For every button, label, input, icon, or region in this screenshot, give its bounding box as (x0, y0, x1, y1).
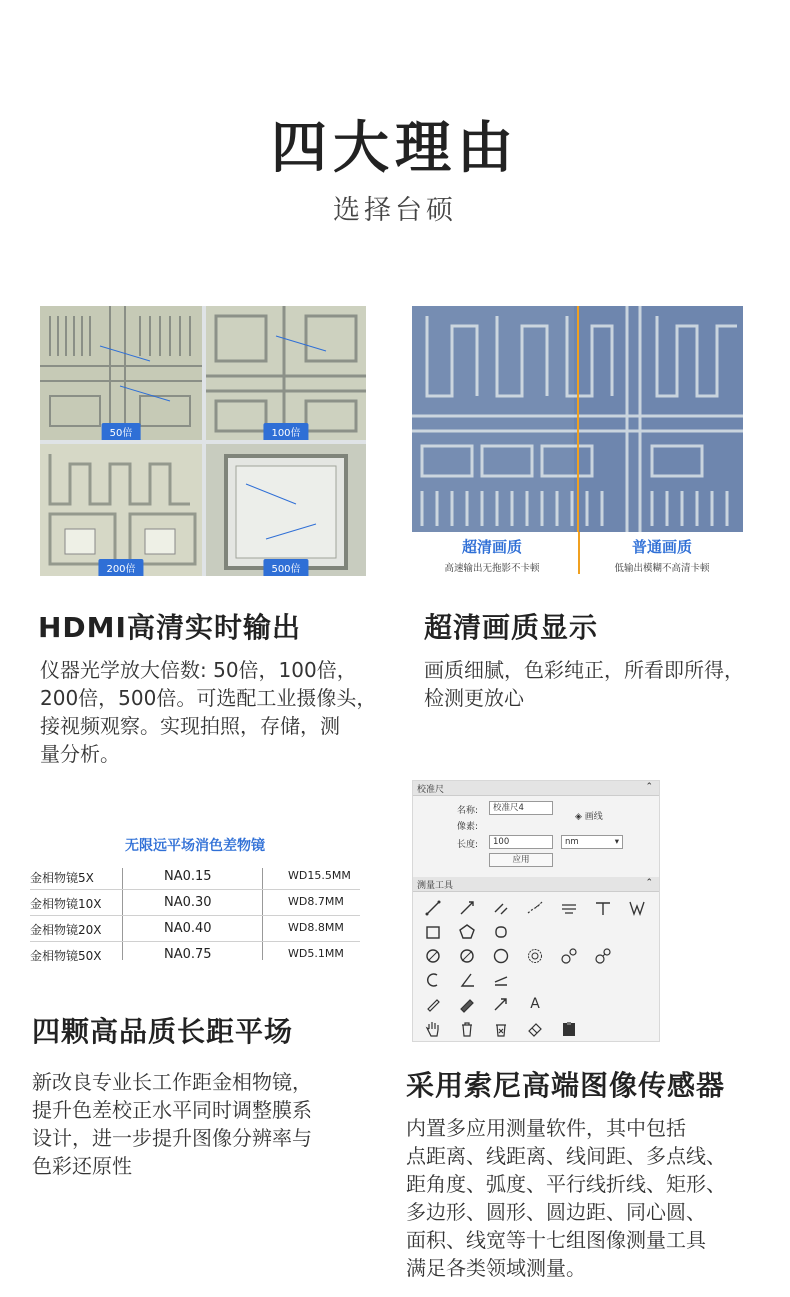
line-distance-tool-icon[interactable] (457, 898, 477, 918)
lens-line: 提升色差校正水平同时调整膜系 (32, 1098, 312, 1122)
lens-name: 金相物镜50X (30, 949, 102, 963)
mag-tag-100: 100倍 (263, 423, 308, 440)
lens-table-heading: 无限远平场消色差物镜 (125, 838, 265, 854)
text-tool-icon[interactable]: A (530, 996, 540, 1012)
perpendicular-tool-icon[interactable] (593, 898, 613, 918)
angle-tool-icon[interactable] (457, 970, 477, 990)
lens-name: 金相物镜10X (30, 897, 102, 911)
lens-na: NA0.30 (164, 895, 212, 910)
polyline-tool-icon[interactable] (627, 898, 647, 918)
lens-section-title: 四颗高品质长距平场 (32, 1015, 294, 1048)
lens-wd: WD8.8MM (288, 921, 344, 934)
table-row (30, 890, 360, 916)
calibration-header[interactable] (413, 781, 659, 796)
circle-distance-tool-icon[interactable] (559, 946, 579, 966)
mag-tag-200: 200倍 (98, 559, 143, 576)
lens-line: 设计，进一步提升图像分辨率与 (32, 1126, 312, 1150)
sensor-line: 点距离、线距离、线间距、多点线、 (406, 1144, 726, 1168)
mag-cell-200 (40, 444, 202, 576)
table-row (30, 864, 360, 890)
circle-tool-icon[interactable] (423, 946, 443, 966)
hdmi-section-title: HDMI高清实时输出 (38, 611, 301, 644)
trash-icon[interactable] (457, 1019, 477, 1039)
apply-button[interactable]: 应用 (489, 853, 553, 867)
sensor-section-title: 采用索尼高端图像传感器 (406, 1069, 726, 1102)
eraser-icon[interactable] (525, 1019, 545, 1039)
mag-cell-50 (40, 306, 202, 440)
chevron-up-icon[interactable]: ⌃ (645, 878, 653, 888)
draw-line-button[interactable] (575, 809, 603, 822)
sensor-line: 满足各类领域测量。 (406, 1256, 586, 1280)
lens-wd: WD8.7MM (288, 895, 344, 908)
lens-section-body (32, 1068, 382, 1180)
comparison-chip-pattern (412, 306, 743, 532)
point-distance-tool-icon[interactable] (423, 898, 443, 918)
table-row (30, 942, 360, 968)
draw-line-label: 画线 (584, 812, 603, 822)
polygon-tool-icon[interactable] (457, 922, 477, 942)
concentric-circle-tool-icon[interactable] (525, 946, 545, 966)
page-subtitle: 选择台硕 (333, 195, 457, 226)
lens-na: NA0.75 (164, 947, 212, 962)
ruler-icon: ◈ (575, 812, 582, 822)
table-row (30, 916, 360, 942)
name-field[interactable]: 校准尺4 (489, 801, 553, 815)
calibration-title: 校准尺 (417, 785, 445, 795)
pen-tool-icon[interactable] (423, 994, 443, 1014)
mag-tag-500: 500倍 (263, 559, 308, 576)
clear-all-icon[interactable] (491, 1019, 511, 1039)
lens-na: NA0.15 (164, 869, 212, 884)
arc-tool-icon[interactable] (423, 970, 443, 990)
sensor-line: 面积、线宽等十七组图像测量工具 (406, 1228, 706, 1252)
chip-pattern-200 (40, 444, 202, 576)
pixel-label: 像素: (457, 822, 479, 832)
multipoint-line-tool-icon[interactable] (525, 898, 545, 918)
quality-line: 画质细腻，色彩纯正，所看即所得， (424, 658, 744, 682)
dropdown-arrow-icon: ▾ (614, 837, 619, 847)
hdmi-line: 200倍，500倍。可选配工业摄像头， (40, 686, 377, 710)
length-label: 长度: (457, 840, 479, 850)
lens-name: 金相物镜20X (30, 923, 102, 937)
hdmi-line: 量分析。 (40, 742, 120, 766)
marker-tool-icon[interactable] (457, 994, 477, 1014)
hdmi-section-body (40, 656, 400, 768)
sensor-line: 内置多应用测量软件，其中包括 (406, 1116, 686, 1140)
sensor-section-body (406, 1114, 786, 1282)
unit-value: nm (565, 837, 579, 847)
mag-cell-100 (206, 306, 366, 440)
normal-quality-label: 普通画质 (631, 538, 692, 556)
lens-wd: WD15.5MM (288, 869, 351, 882)
comparison-divider (578, 532, 580, 574)
comparison-chip-image (412, 306, 743, 532)
hdmi-line: 接视频观察。实现拍照，存储，测 (40, 714, 340, 738)
circle-diameter-tool-icon[interactable] (457, 946, 477, 966)
lens-name: 金相物镜5X (30, 871, 94, 885)
rectangle-tool-icon[interactable] (423, 922, 443, 942)
name-label: 名称: (457, 806, 479, 816)
page-title: 四大理由 (271, 116, 519, 181)
quality-section-body (424, 656, 774, 712)
report-icon[interactable] (559, 1019, 579, 1039)
hdmi-line: 仪器光学放大倍数: 50倍，100倍， (40, 658, 357, 682)
unit-select[interactable] (561, 835, 623, 849)
line-spacing-tool-icon[interactable] (491, 898, 511, 918)
quality-comparison-image (412, 306, 743, 574)
chip-pattern-50 (40, 306, 202, 440)
parallel-lines-tool-icon[interactable] (559, 898, 579, 918)
length-field[interactable]: 100 (489, 835, 553, 849)
normal-quality-desc: 低输出模糊不高清卡顿 (614, 563, 710, 574)
sensor-line: 多边形、圆形、圆边距、同心圆、 (406, 1200, 706, 1224)
tools-title: 测量工具 (417, 881, 454, 891)
quality-line: 检测更放心 (424, 686, 524, 710)
hand-icon[interactable] (423, 1019, 443, 1039)
chevron-up-icon[interactable]: ⌃ (645, 782, 653, 792)
measurement-software-panel (412, 780, 660, 1042)
arrow-tool-icon[interactable] (491, 994, 511, 1014)
lens-line: 新改良专业长工作距金相物镜， (32, 1070, 312, 1094)
lens-wd: WD5.1MM (288, 947, 344, 960)
lens-na: NA0.40 (164, 921, 212, 936)
circle-gap-tool-icon[interactable] (593, 946, 613, 966)
chip-pattern-500 (206, 444, 366, 576)
hd-quality-label: 超清画质 (461, 538, 522, 556)
mag-tag-50: 50倍 (102, 423, 141, 440)
objective-lens-table (30, 830, 360, 970)
lens-line: 色彩还原性 (32, 1154, 132, 1178)
circle-outline-tool-icon[interactable] (491, 946, 511, 966)
sensor-line: 距角度、弧度、平行线折线、矩形、 (406, 1172, 726, 1196)
area-tool-icon[interactable] (491, 922, 511, 942)
mag-cell-500 (206, 444, 366, 576)
hd-quality-desc: 高速输出无拖影不卡顿 (444, 563, 540, 574)
line-angle-tool-icon[interactable] (491, 970, 511, 990)
tools-header[interactable] (413, 877, 659, 892)
quality-section-title: 超清画质显示 (424, 611, 599, 644)
chip-pattern-100 (206, 306, 366, 440)
magnification-image-grid (40, 306, 366, 576)
